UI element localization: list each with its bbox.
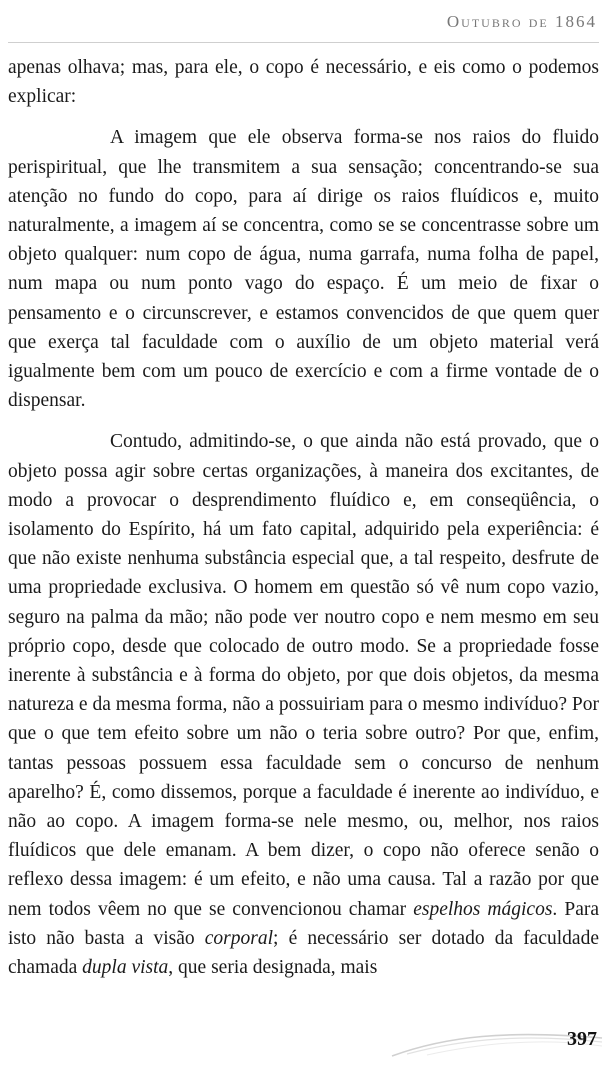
page-body (8, 53, 599, 982)
paragraph-gap (8, 111, 599, 123)
running-header: Outubro de 1864 (446, 12, 597, 31)
page-footer (387, 1008, 607, 1068)
paragraph-3-part-1: Contudo, admitindo-se, o que ainda não está provado, que o objeto possa agir sobre certas organizações, à maneira dos excitantes, de modo a provocar o desprendimento fluídico e, em conseqüência, o isolamento do Espírito, há um fato capital, adquirido pela experiência: é que não existe nenhuma substância especial que, a tal respeito, desfrute de uma propriedade exclusiva. O homem em questão só vê num copo vazio, seguro na palma da mão; não pode ver noutro copo e nem mesmo em seu próprio copo, desde que colocado de outro modo. Se a propriedade fosse inerente à substância e à forma do objeto, por que dois objetos, da mesma natureza e da mesma forma, não a possuiriam para o mesmo indivíduo? Por que o que tem efeito sobre um não o teria sobre outro? Por que, enfim, tantas pessoas possuem essa faculdade sem o concurso de nenhum aparelho? É, como dissemos, porque a faculdade é inerente ao indivíduo, e não ao copo. A imagem forma-se nele mesmo, ou, melhor, nos raios fluídicos que dele emanam. A bem dizer, o copo não oferece senão o reflexo dessa imagem: é um efeito, e não uma causa. Tal a razão por que nem todos vêem no que se convencionou chamar (8, 431, 599, 920)
paragraph-3-part-4: , que seria designada, mais (168, 957, 378, 979)
paragraph-3-part-2: . Para isto não basta a visão (8, 898, 600, 949)
header-rule (8, 42, 599, 43)
emphasis-espelhos-magicos: espelhos mágicos (413, 898, 553, 920)
page-number: 397 (567, 1028, 597, 1050)
paragraph-3 (8, 427, 599, 982)
emphasis-corporal: corporal (204, 927, 274, 949)
emphasis-dupla-vista: dupla vista (82, 957, 169, 979)
paragraph-1: apenas olhava; mas, para ele, o copo é necessário, e eis como o podemos explicar: (8, 57, 599, 108)
paragraph-2: A imagem que ele observa forma-se nos raios do fluido perispiritual, que lhe transmitem a sua sensação; concentrando-se sua atenção no fundo do copo, para aí dirige os raios fluídicos e, muito naturalmente, a imagem aí se concentra, como se se concentrasse sobre um objeto qualquer: num copo de água, numa garrafa, numa folha de papel, num mapa ou num ponto vago do espaço. É um meio de fixar o pensamento e o circunscrever, e estamos convencidos de que quem quer que exerça tal faculdade com o auxílio de um objeto material verá igualmente bem com um pouco de exercício e com a firme vontade de o dispensar. (8, 127, 599, 412)
paragraph-3-part-3: ; é necessário ser dotado da faculdade chamada (8, 927, 599, 979)
paragraph-gap (8, 415, 599, 427)
